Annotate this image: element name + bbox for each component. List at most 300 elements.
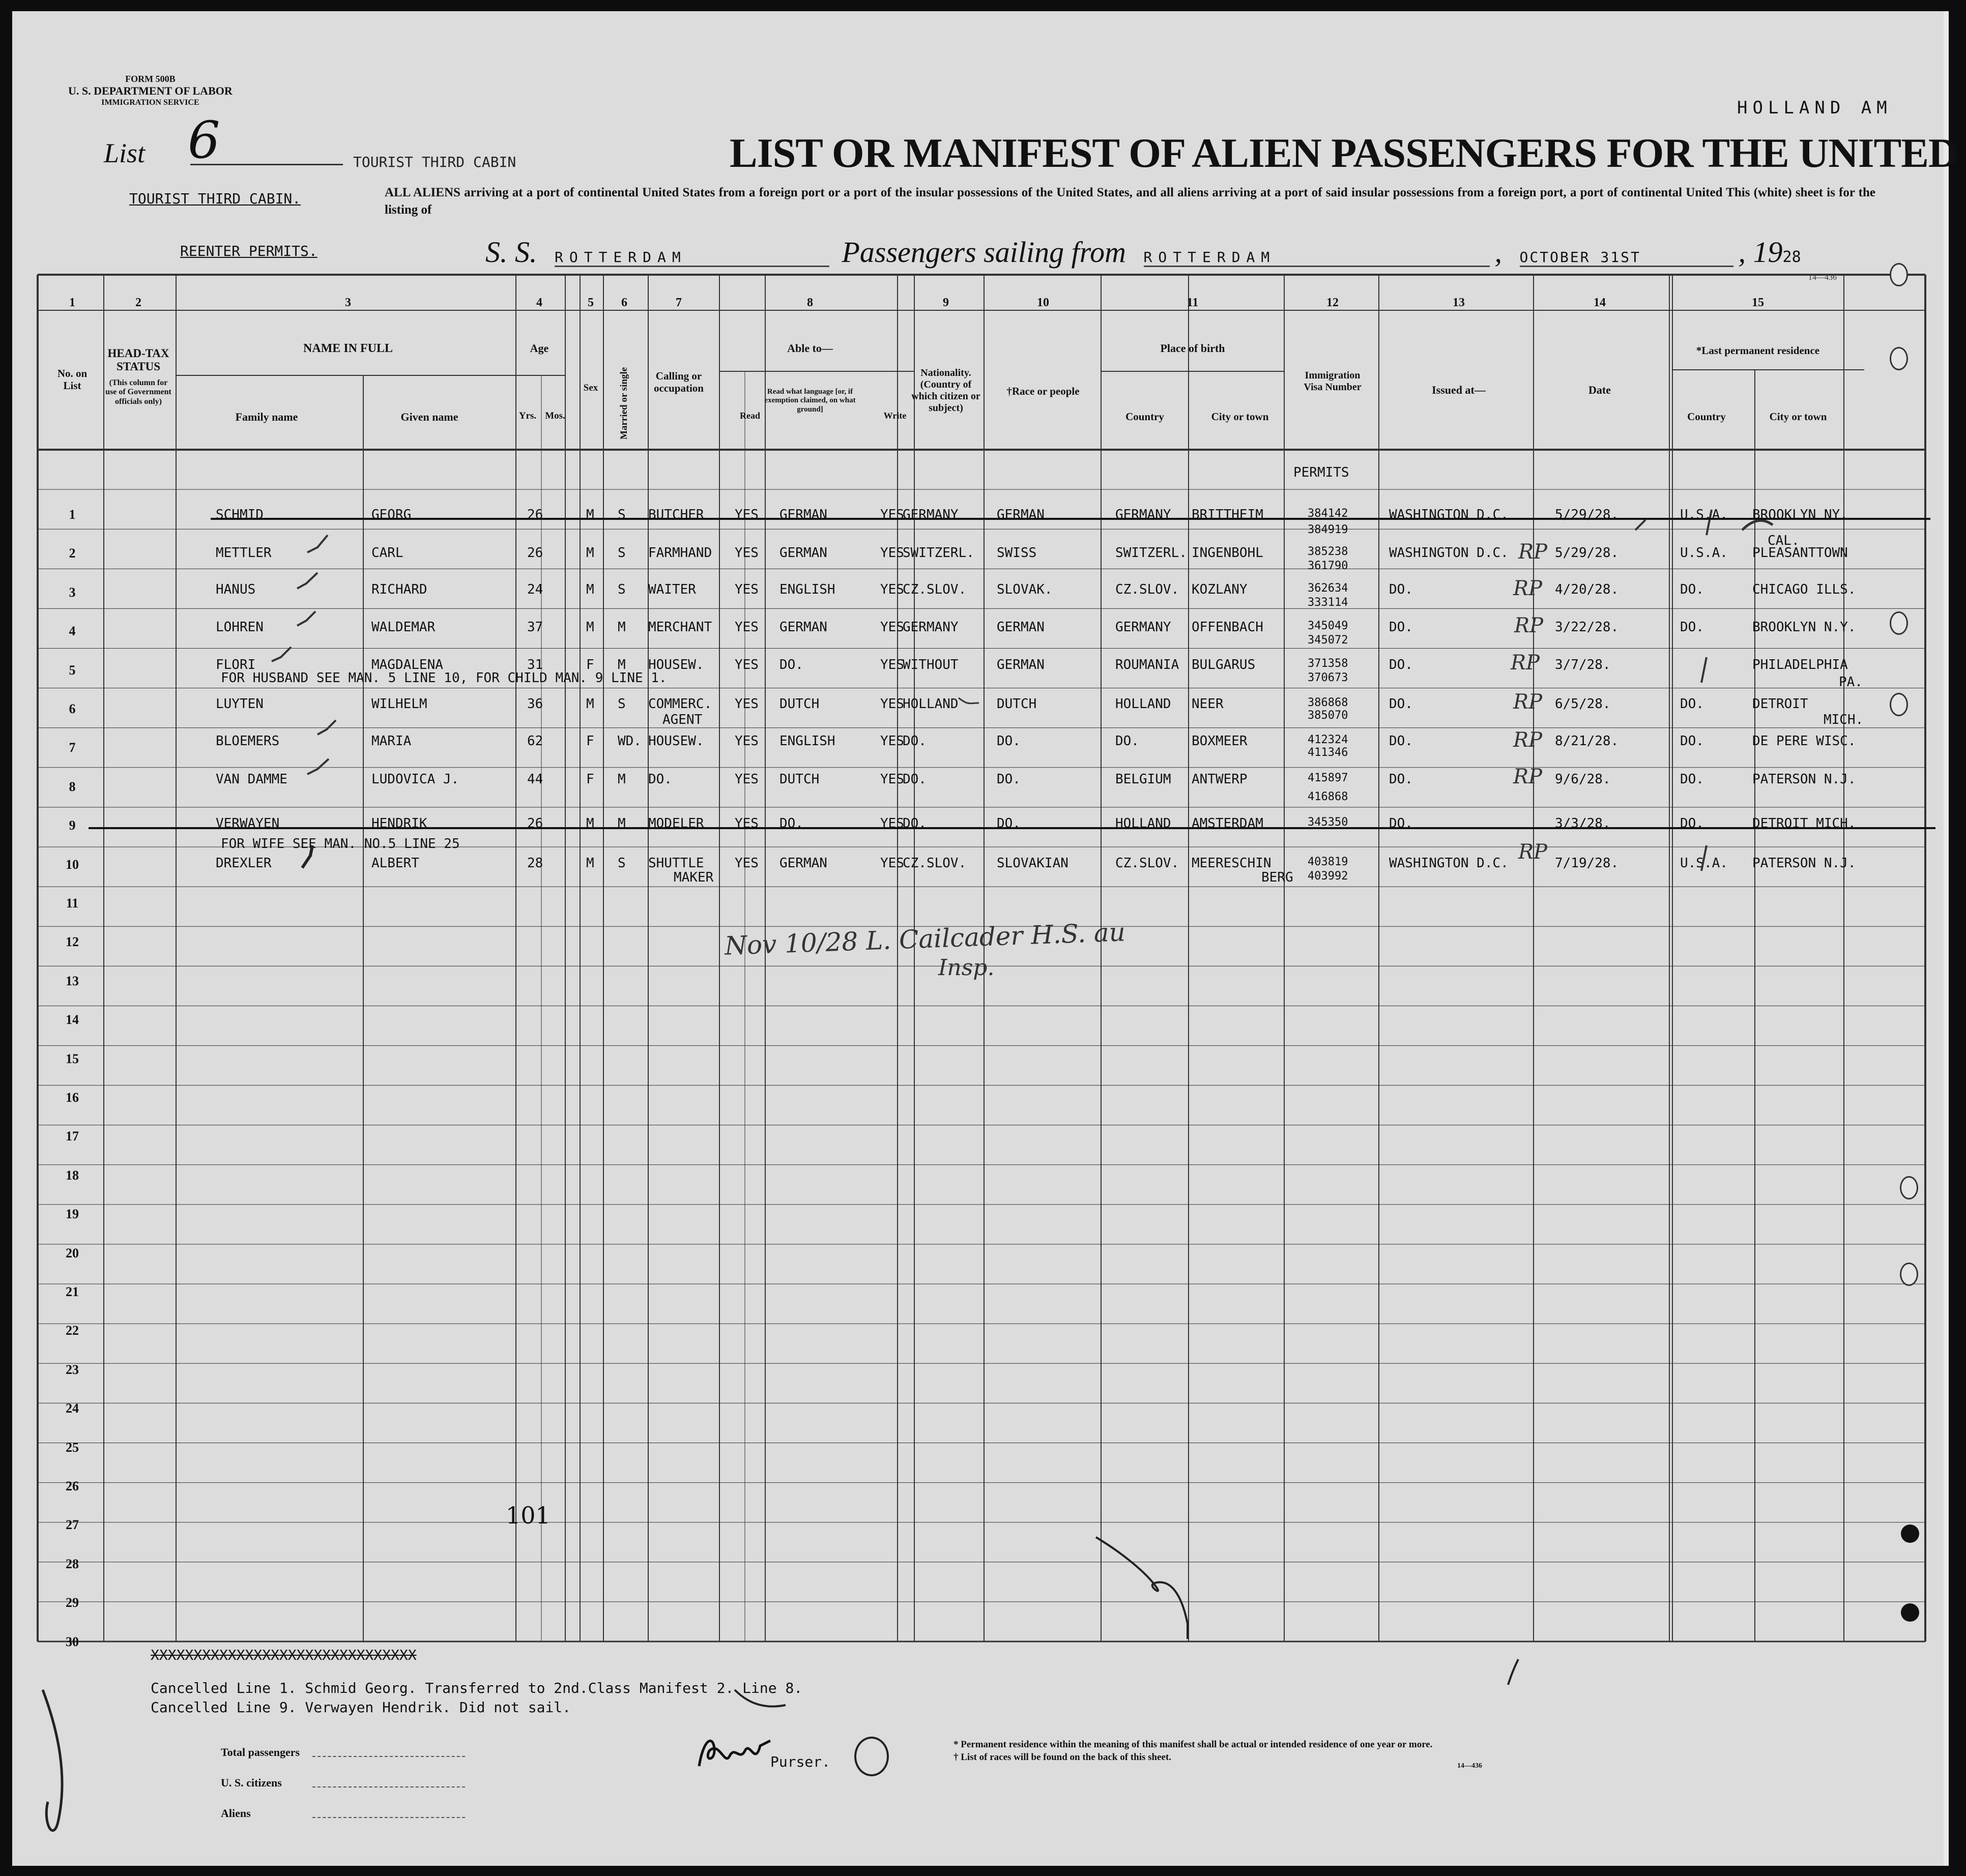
binder-hole-filled [1901,1525,1919,1543]
residence-city: DETROIT [1752,696,1808,712]
age-years: 37 [527,620,543,635]
row-number: 24 [66,1401,79,1416]
nationality: GERMANY [903,507,959,522]
col-number-15: 15 [1752,296,1764,309]
hdr-name-in-full: NAME IN FULL [303,342,393,355]
visa-date: 6/5/28. [1555,696,1611,712]
residence-country: U.S.A. [1680,507,1728,522]
can-read: YES [735,657,759,672]
service-name: IMMIGRATION SERVICE [101,98,199,107]
marital-status: M [618,620,626,635]
sex: M [586,620,594,635]
row-number: 27 [66,1517,79,1533]
strike-line-1 [211,518,1930,520]
visa-date: 3/22/28. [1555,620,1619,635]
col-number-11: 11 [1187,296,1199,309]
sailing-label: Passengers sailing from [842,236,1126,269]
year-prefix: 19 [1753,236,1783,269]
row-number: 30 [66,1634,79,1649]
cabin-stamp: TOURIST THIRD CABIN. [129,190,301,207]
visa-date: 5/29/28. [1555,545,1619,561]
can-read: YES [735,582,759,597]
hdr-race: †Race or people [1006,385,1080,397]
inspection-note-2: Insp. [938,955,995,981]
can-write: YES [880,856,904,871]
read-language: DUTCH [779,696,820,712]
manifest-title: LIST OR MANIFEST OF ALIEN PASSENGERS FOR THE UNITED [730,130,1958,176]
visa-number: 386868 [1308,696,1348,709]
marital-status: S [618,582,626,597]
race: SLOVAK. [997,582,1053,597]
sex: F [586,657,594,672]
row-number: 23 [66,1362,79,1377]
birth-city: BRITTHEIM [1192,507,1263,522]
issued-at: DO. [1389,582,1413,597]
issued-at: DO. [1389,657,1413,672]
race: DO. [997,772,1021,787]
row-number: 13 [66,973,79,988]
year-suffix: 28 [1782,248,1801,266]
residence-country: DO. [1680,696,1704,712]
marital-status: S [618,856,626,871]
row-number: 29 [66,1595,79,1610]
col-number-7: 7 [676,296,682,309]
us-citizens-line [312,1786,465,1787]
hdr-head-tax: HEAD-TAX STATUS [107,347,169,373]
family-name: DREXLER [216,856,272,871]
hdr-age: Age [530,342,549,355]
visa-number: 362634 [1308,582,1348,595]
birth-city: NEER [1192,696,1224,712]
visa-number: 403819 [1308,856,1348,868]
nationality: HOLLAND [903,696,959,712]
birth-country: GERMANY [1115,620,1171,635]
family-name: VAN DAMME [216,772,287,787]
race: DUTCH [997,696,1037,712]
race: GERMAN [997,657,1045,672]
col-number-3: 3 [345,296,351,309]
row-number: 22 [66,1323,79,1338]
calling: MODELER [648,816,704,831]
visa-number: 345049 [1308,620,1348,632]
cancel-note-1: Cancelled Line 1. Schmid Georg. Transferred to 2nd.Class Manifest 2. Line 8. [151,1680,803,1696]
calling: COMMERC. [648,696,712,712]
birth-country: HOLLAND [1115,696,1171,712]
binder-hole-filled [1901,1603,1919,1622]
purser-signature [694,1731,775,1776]
can-write: YES [880,772,904,787]
read-language: DO. [779,657,803,672]
r2-res-state: CAL. [1768,533,1800,548]
can-read: YES [735,696,759,712]
age-years: 26 [527,507,543,522]
visa-number: 384142 [1308,507,1348,520]
age-years: 26 [527,545,543,561]
r7-visa-alt: 385070 [1308,709,1348,722]
given-name: MARIA [371,734,412,749]
can-read: YES [735,545,759,561]
read-language: ENGLISH [779,582,835,597]
age-years: 36 [527,696,543,712]
issued-at: DO. [1389,816,1413,831]
rp-mark-8: RP [1513,765,1543,788]
marital-status: M [618,772,626,787]
residence-country: U.S.A. [1680,545,1728,561]
r5-visa-alt: 345072 [1308,634,1348,647]
marital-status: M [618,657,626,672]
aliens-label: Aliens [221,1807,251,1820]
birth-country: BELGIUM [1115,772,1171,787]
department-name: U. S. DEPARTMENT OF LABOR [68,84,233,97]
row-number: 11 [66,896,79,911]
calling: HOUSEW. [648,734,704,749]
footer-form-code: 14—436 [1457,1762,1482,1770]
row-number: 18 [66,1167,79,1183]
hdr-yrs: Yrs. [518,411,537,421]
row-number: 8 [69,779,76,794]
given-name: WILHELM [371,696,427,712]
family-name: FLORI [216,657,256,672]
port-name: ROTTERDAM [1144,249,1490,267]
row-number: 17 [66,1129,79,1144]
visa-number: 371358 [1308,657,1348,670]
line-stamp: HOLLAND AM [1737,98,1892,118]
col-number-2: 2 [135,296,141,309]
can-write: YES [880,582,904,597]
row-number: 6 [69,701,76,716]
col-number-8: 8 [807,296,813,309]
sex: M [586,696,594,712]
given-name: CARL [371,545,403,561]
hdr-sex: Sex [583,383,598,393]
hdr-able-to: Able to— [787,342,833,355]
age-years: 24 [527,582,543,597]
race: SLOVAKIAN [997,856,1068,871]
marital-status: M [618,816,626,831]
sex: F [586,734,594,749]
residence-city: DETROIT MICH. [1752,816,1856,831]
footnote-races: † List of races will be found on the back of this sheet. [953,1752,1172,1763]
age-years: 62 [527,734,543,749]
sex: M [586,582,594,597]
row-number: 7 [69,740,76,755]
r10-visa-alt: 403992 [1308,870,1348,883]
binder-hole [1890,263,1908,286]
list-class: TOURIST THIRD CABIN [353,154,516,170]
rp-mark-10: RP [1518,840,1548,864]
calling: MERCHANT [648,620,712,635]
sex: M [586,545,594,561]
birth-city: AMSTERDAM [1192,816,1263,831]
calling: FARMHAND [648,545,712,561]
residence-country: DO. [1680,772,1704,787]
sailing-date: OCTOBER 31ST [1520,249,1733,267]
page-reference: 101 [506,1502,551,1529]
hdr-birth-country: Country [1125,411,1164,423]
can-read: YES [735,620,759,635]
r5-family-note: FOR HUSBAND SEE MAN. 5 LINE 10, FOR CHILD MAN. 9 LINE 1. [221,670,667,686]
visa-date: 4/20/28. [1555,582,1619,597]
hdr-given-name: Given name [400,411,458,423]
read-language: GERMAN [779,545,827,561]
permits-label: PERMITS [1293,465,1349,480]
hdr-issued-at: Issued at— [1432,384,1486,396]
race: SWISS [997,545,1037,561]
marital-status: WD. [618,734,642,749]
race: GERMAN [997,507,1045,522]
can-write: YES [880,734,904,749]
read-language: DO. [779,816,803,831]
issued-at: DO. [1389,734,1413,749]
family-name: VERWAYEN [216,816,280,831]
residence-city: PATERSON N.J. [1752,856,1856,871]
ship-name: ROTTERDAM [555,249,829,267]
hdr-date: Date [1588,384,1611,396]
can-read: YES [735,772,759,787]
total-passengers-line [312,1756,465,1757]
r8-visa-alt: 411346 [1308,746,1348,759]
race: GERMAN [997,620,1045,635]
can-write: YES [880,657,904,672]
r4-visa-alt: 333114 [1308,596,1348,609]
birth-country: CZ.SLOV. [1115,582,1179,597]
row-number: 14 [66,1012,79,1028]
cancel-note-2: Cancelled Line 9. Verwayen Hendrik. Did not sail. [151,1699,571,1716]
list-label: List [104,138,146,168]
can-write: YES [880,816,904,831]
calling: WAITER [648,582,696,597]
rp-mark-6: RP [1513,690,1543,714]
visa-date: 3/3/28. [1555,816,1611,831]
birth-city: KOZLANY [1192,582,1248,597]
row-number: 1 [69,507,76,522]
residence-city: BROOKLYN NY. [1752,507,1848,522]
visa-date: 9/6/28. [1555,772,1611,787]
visa-date: 7/19/28. [1555,856,1619,871]
hdr-write: Write [883,411,907,421]
hdr-married: Married or single [619,367,630,439]
hdr-no-on-list: No. on List [57,367,88,392]
issued-at: WASHINGTON D.C. [1389,545,1509,561]
nationality: SWITZERL. [903,545,974,561]
col-number-14: 14 [1594,296,1606,309]
marital-status: S [618,696,626,712]
family-name: METTLER [216,545,272,561]
hdr-calling: Calling or occupation [653,370,704,395]
r9-visa-alt: 416868 [1308,790,1348,803]
visa-number: 385238 [1308,545,1348,558]
list-number: 6 [188,110,220,170]
row-number: 16 [66,1090,79,1105]
residence-city: DE PERE WISC. [1752,734,1856,749]
r5-res-state: PA. [1839,675,1863,690]
residence-city: CHICAGO ILLS. [1752,582,1856,597]
given-name: RICHARD [371,582,427,597]
binder-hole [1900,1176,1918,1199]
birth-city: BULGARUS [1192,657,1256,672]
rp-mark-7: RP [1513,728,1543,752]
read-language: GERMAN [779,507,827,522]
r6-res-state: MICH. [1824,712,1864,727]
r2-visa-alt: 384919 [1308,523,1348,536]
marital-status: S [618,545,626,561]
birth-country: HOLLAND [1115,816,1171,831]
nationality: CZ.SLOV. [903,582,967,597]
residence-country: DO. [1680,582,1704,597]
ship-prefix: S. S. [485,236,537,269]
birth-city: OFFENBACH [1192,620,1263,635]
col-number-4: 4 [536,296,542,309]
row-number: 20 [66,1245,79,1261]
given-name: LUDOVICA J. [371,772,459,787]
can-write: YES [880,696,904,712]
birth-city: BOXMEER [1192,734,1248,749]
visa-number: 415897 [1308,772,1348,784]
residence-city: BROOKLYN N.Y. [1752,620,1856,635]
nationality: DO. [903,772,927,787]
can-read: YES [735,734,759,749]
row-number: 4 [69,624,76,639]
can-read: YES [735,856,759,871]
notice-text: ALL ALIENS arriving at a port of continental United States from a foreign port or a port of the insular possessions of the United States, and all aliens arriving at a port of said insular possessions from a foreign port, a port of continental United This (white) sheet is for the listing of [385,186,1875,217]
family-name: SCHMID [216,507,264,522]
calling: BUTCHER [648,507,704,522]
residence-city: PHILADELPHIA [1752,657,1848,672]
calling: HOUSEW. [648,657,704,672]
hdr-place-of-birth: Place of birth [1160,342,1225,355]
binder-hole [1890,693,1908,716]
age-years: 31 [527,657,543,672]
visa-date: 3/7/28. [1555,657,1611,672]
form-number: FORM 500B [125,74,176,84]
hdr-res-country: Country [1687,411,1726,423]
residence-country: DO. [1680,620,1704,635]
can-read: YES [735,507,759,522]
r9-family-note: FOR WIFE SEE MAN. NO.5 LINE 25 [221,836,460,852]
hdr-head-tax-note: (This column for use of Government officials only) [105,378,171,406]
permits-stamp: REENTER PERMITS. [180,243,317,259]
can-read: YES [735,816,759,831]
read-language: ENGLISH [779,734,835,749]
col-number-9: 9 [943,296,949,309]
visa-date: 8/21/28. [1555,734,1619,749]
row-number: 15 [66,1051,79,1066]
can-write: YES [880,620,904,635]
rp-mark-3: RP [1513,577,1543,600]
birth-country: ROUMANIA [1115,657,1179,672]
binder-hole [1890,347,1908,370]
binder-hole [1890,611,1908,635]
given-name: WALDEMAR [371,620,436,635]
nationality: GERMANY [903,620,959,635]
manifest-sheet [12,11,1958,1866]
r3-visa-alt: 361790 [1308,560,1348,572]
read-language: GERMAN [779,620,827,635]
given-name: GEORG [371,507,412,522]
hdr-res-city: City or town [1769,411,1827,423]
calling: SHUTTLE [648,856,704,871]
birth-city: MEERESCHIN [1192,856,1271,871]
calling: DO. [648,772,672,787]
read-language: DUTCH [779,772,820,787]
issued-at: WASHINGTON D.C. [1389,856,1509,871]
visa-date: 5/29/28. [1555,507,1619,522]
row-number: 2 [69,546,76,561]
issued-at: DO. [1389,620,1413,635]
hdr-read-language: Read what language [or, if exemption claimed, on what ground] [764,388,856,414]
race: DO. [997,734,1021,749]
inspection-note: Nov 10/28 L. Cailcader H.S. au [724,917,1126,961]
age-years: 44 [527,772,543,787]
nationality: CZ.SLOV. [903,856,967,871]
row-number: 5 [69,662,76,678]
residence-country: U.S.A. [1680,856,1728,871]
family-name: LOHREN [216,620,264,635]
residence-country: DO. [1680,816,1704,831]
age-years: 28 [527,856,543,871]
hdr-nationality: Nationality. (Country of which citizen or subject) [911,367,980,414]
nationality: WITHOUT [903,657,959,672]
hdr-last-residence: *Last permanent residence [1696,344,1820,357]
row-number: 26 [66,1479,79,1493]
birth-country: CZ.SLOV. [1115,856,1179,871]
sex: M [586,856,594,871]
issued-at: DO. [1389,772,1413,787]
hdr-read: Read [740,411,760,421]
residence-country: DO. [1680,734,1704,749]
row-number: 21 [66,1284,79,1299]
birth-city: ANTWERP [1192,772,1248,787]
sex: M [586,816,594,831]
r10-calling-2: MAKER [674,870,714,885]
sex: F [586,772,594,787]
read-language: GERMAN [779,856,827,871]
birth-city: INGENBOHL [1192,545,1263,561]
row-number: 19 [66,1207,79,1222]
r6-calling-2: AGENT [662,712,703,727]
can-write: YES [880,507,904,522]
ship-line: S. S. ROTTERDAM Passengers sailing from ROTTERDAM , OCTOBER 31ST , 1928 [485,236,1801,269]
row-number: 28 [66,1556,79,1571]
footnote-residence: * Permanent residence within the meaning of this manifest shall be actual or intended residence of one year or more. [953,1739,1433,1750]
row-number: 3 [69,584,76,600]
rp-mark-4: RP [1514,614,1544,637]
family-name: LUYTEN [216,696,264,712]
nationality: DO. [903,734,927,749]
col-number-1: 1 [69,296,75,309]
given-name: MAGDALENA [371,657,443,672]
issued-at: DO. [1389,696,1413,712]
aliens-line [312,1817,465,1818]
given-name: HENDRIK [371,816,427,831]
col-number-10: 10 [1037,296,1049,309]
row-number: 10 [66,857,79,872]
col-number-6: 6 [621,296,627,309]
birth-country: SWITZERL. [1115,545,1187,561]
total-passengers-label: Total passengers [221,1746,300,1758]
visa-number: 412324 [1308,734,1348,746]
purser-label: Purser. [770,1753,831,1770]
form-code: 14—436 [1808,273,1837,282]
hdr-mos: Mos. [545,411,565,421]
residence-city: PLEASANTTOWN [1752,545,1848,561]
struck-line: XXXXXXXXXXXXXXXXXXXXXXXXXXXXXXX [151,1647,417,1663]
birth-country: DO. [1115,734,1139,749]
col-number-5: 5 [588,296,594,309]
age-years: 26 [527,816,543,831]
row-number: 9 [69,818,76,833]
issued-at: WASHINGTON D.C. [1389,507,1509,522]
